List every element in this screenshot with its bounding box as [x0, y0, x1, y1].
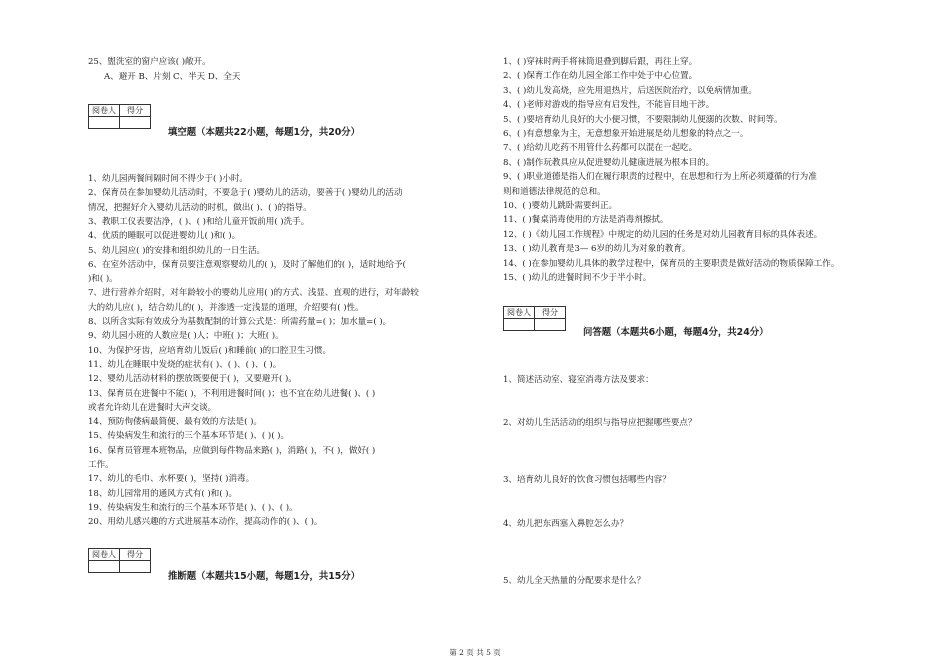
qa-question: 2、对幼儿生活活动的组织与指导应把握哪些要点？: [503, 418, 697, 428]
score-table-score-cell[interactable]: [120, 117, 151, 129]
score-table-score-cell[interactable]: [535, 319, 566, 331]
judgement-header: 推断题（本题共15小题，每题1分，共15分）: [168, 571, 360, 582]
fill-blank-line: 9、幼儿园小班的人数应是( )人；中班( )；大班( )。: [88, 331, 284, 342]
fill-blank-line: 情况，把握好介入婴幼儿活动的时机，做出( )、( )的指导。: [88, 202, 312, 213]
fill-blank-line: 15、传染病发生和流行的三个基本环节是( )、( )( )。: [88, 431, 290, 442]
judgement-line: 10、( )婴幼儿跳卧需要纠正。: [503, 201, 618, 211]
score-table-score-label: 得分: [535, 307, 566, 319]
fill-blank-line: 大的幼儿应( )，结合幼儿的( )，并渗透一定浅显的道理，介绍要有( )性。: [88, 302, 364, 313]
fill-blank-line: 10、为保护牙齿，应培育幼儿饭后( )和睡前( )的口腔卫生习惯。: [88, 345, 332, 356]
question-25-options: A、避开 B、片刻 C、半天 D、全天: [104, 72, 241, 82]
score-table-score-label: 得分: [120, 105, 151, 117]
fill-blank-line: 20、用幼儿感兴趣的方式进展基本动作，提高动作的( )、( )。: [88, 517, 323, 528]
qa-header: 问答题（本题共6小题，每题4分，共24分）: [583, 327, 769, 338]
judgement-line: 4、( )老师对游戏的指导应有启发性，不能盲目地干涉。: [503, 100, 715, 111]
fill-blank-line: 或者允许幼儿在进餐时大声交谈。: [88, 402, 217, 413]
fill-blank-line: 2、保育员在参加婴幼儿活动时，不要急于( )婴幼儿的活动，要善于( )婴幼儿的活动: [88, 188, 403, 199]
judgement-line: 8、( )制作玩教具应从促进婴幼儿健康进展为根本目的。: [503, 157, 715, 168]
fill-blank-header: 填空题（本题共22小题，每题1分，共20分）: [168, 127, 360, 138]
score-table-reviewer-label: 阅卷人: [89, 549, 120, 561]
fill-blank-line: 3、教职工仪表要洁净，( )、( )和给儿童开饭前用( )洗手。: [88, 216, 310, 227]
score-table-fill: [88, 104, 151, 129]
judgement-line: 7、( )给幼儿吃药不用管什么药都可以混在一起吃。: [503, 143, 698, 154]
fill-blank-line: 17、幼儿的毛巾、水杯要( )，坚持( )消毒。: [88, 474, 255, 485]
fill-blank-line: 18、幼儿园常用的通风方式有( )和( )。: [88, 488, 238, 499]
fill-blank-line: 6、在室外活动中，保育员要注意观察婴幼儿的( )，及时了解他们的( )，适时地给予(: [88, 259, 406, 270]
score-table-score-cell[interactable]: [120, 561, 151, 573]
fill-blank-line: 5、幼儿园应( )的安排和组织幼儿的一日生活。: [88, 245, 266, 256]
fill-blank-line: 1、幼儿园两餐间隔时间不得少于( )小时。: [88, 174, 248, 184]
qa-question: 1、简述活动室、寝室消毒方法及要求：: [503, 375, 654, 385]
question-25: 25、盥洗室的窗户应该( )敞开。: [88, 57, 211, 67]
score-table-reviewer-cell[interactable]: [89, 561, 120, 573]
judgement-line: 14、( )在参加婴幼儿具体的教学过程中，保育员的主要职责是做好活动的物质保障工作。: [503, 258, 840, 269]
judgement-line: 9、( )职业道德是指人们在履行职责的过程中，在思想和行为上所必须遵循的行为准: [503, 172, 817, 183]
judgement-line: 则和道德法律规范的总和。: [503, 186, 606, 197]
fill-blank-line: 16、保育员管理本班物品，应做到每件物品来路( )，消路( )，不( )，做好( ): [88, 445, 376, 456]
judgement-line: 5、( )要培育幼儿良好的大小便习惯，不要限制幼儿便溺的次数、时间等。: [503, 114, 783, 125]
qa-question: 5、幼儿全天热量的分配要求是什么？: [503, 576, 646, 586]
judgement-line: 11、( )餐桌消毒使用的方法是消毒剂擦拭。: [503, 215, 669, 226]
fill-blank-line: 13、保育员在进餐中不能( )，不利用进餐时间( )；也不宜在幼儿进餐( )、( ): [88, 388, 376, 399]
judgement-line: 15、( )幼儿的进餐时间不少于半小时。: [503, 273, 652, 283]
page-footer: 第 2 页 共 5 页: [449, 648, 501, 657]
score-table-reviewer-cell[interactable]: [89, 117, 120, 129]
score-table-reviewer-label: 阅卷人: [504, 307, 535, 319]
score-table-reviewer-label: 阅卷人: [89, 105, 120, 117]
score-table-reviewer-cell[interactable]: [504, 319, 535, 331]
judgement-line: 13、( )幼儿教育是3— 6岁的幼儿为对象的教育。: [503, 244, 691, 255]
fill-blank-line: 12、婴幼儿活动材料的摆放既要便于( )，又要避开( )。: [88, 374, 297, 385]
fill-blank-line: 工作。: [88, 460, 114, 470]
qa-question: 3、培育幼儿良好的饮食习惯包括哪些内容？: [503, 475, 671, 485]
fill-blank-line: 4、优质的睡眠可以促进婴幼儿( )和( )。: [88, 231, 241, 242]
judgement-line: 2、( )保育工作在幼儿园全部工作中处于中心位置。: [503, 71, 698, 82]
score-table-score-label: 得分: [120, 549, 151, 561]
judgement-line: 3、( )幼儿发高烧，应先用退热片，后送医院治疗，以免病情加重。: [503, 85, 757, 96]
fill-blank-line: 14、预防佝偻病最简便、最有效的方法是( )。: [88, 417, 262, 428]
fill-blank-line: )和( )。: [88, 274, 118, 285]
score-table-judgement: [88, 548, 151, 573]
judgement-line: 1、( )穿袜时两手将袜筒退叠到脚后跟，再往上穿。: [503, 57, 698, 67]
judgement-line: 6、( )有意想象为主，无意想象开始进展是幼儿想象的特点之一。: [503, 129, 749, 139]
fill-blank-line: 8、以所含实际有效成分为基数配制的计算公式是：所需药量=( )；加水量=( )。: [88, 317, 392, 327]
fill-blank-line: 7、进行营养介绍时，对年龄较小的婴幼儿应用( )的方式、浅显、直观的进行，对年龄较: [88, 288, 419, 299]
judgement-line: 12、( )《幼儿园工作规程》中规定的幼儿园的任务是对幼儿园教育目标的具体表述。: [503, 229, 823, 240]
score-table-qa: [503, 306, 566, 331]
fill-blank-line: 19、传染病发生和流行的三个基本环节是( )、( )、( )。: [88, 502, 298, 513]
fill-blank-line: 11、幼儿在睡眠中发烧的症状有( )、( )、( )、( )。: [88, 359, 282, 370]
qa-question: 4、幼儿把东西塞入鼻腔怎么办？: [503, 519, 629, 529]
